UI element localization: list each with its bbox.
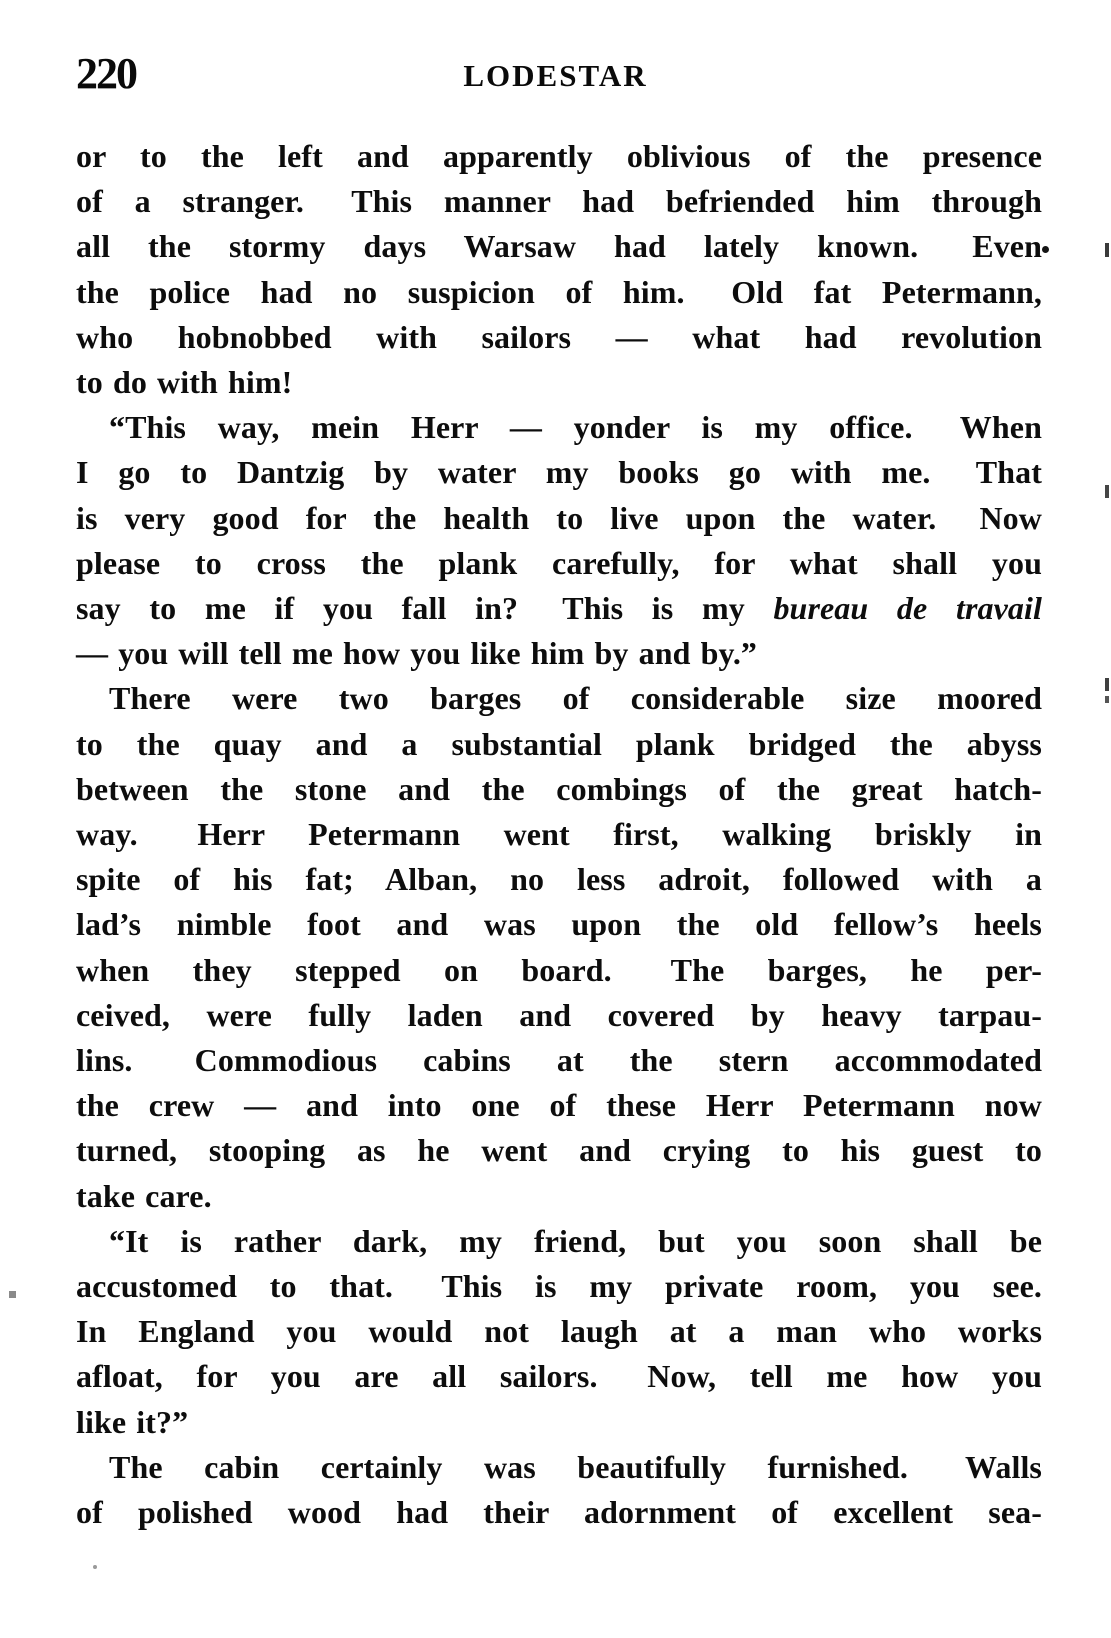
text-line — [76, 405, 1042, 450]
text-line — [76, 902, 1042, 947]
text-line — [76, 179, 1042, 224]
text-run: to do with him! — [76, 364, 293, 401]
text-run: when they stepped on board. The barges, he per- — [76, 951, 1042, 988]
text-run: lins. Commodious cabins at the stern accommodated — [76, 1042, 1042, 1079]
ink-blot — [1042, 246, 1049, 253]
text-run: the police had no suspicion of him. Old fat Petermann, — [76, 273, 1042, 310]
text-line — [76, 1174, 1042, 1219]
scan-edge-mark — [1105, 243, 1109, 257]
text-run: who hobnobbed with sailors — what had revolution — [76, 318, 1042, 355]
text-line — [76, 1354, 1042, 1399]
text-run: The cabin certainly was beautifully furnished. Walls — [109, 1448, 1042, 1485]
text-line — [76, 1400, 1042, 1445]
text-run: In England you would not laugh at a man who works — [76, 1313, 1042, 1350]
text-line — [76, 134, 1042, 179]
running-title: LODESTAR — [463, 58, 648, 93]
text-run: turned, stooping as he went and crying to his guest to — [76, 1132, 1042, 1169]
text-line — [76, 1264, 1042, 1309]
text-run: of a stranger. This manner had befriended him through — [76, 183, 1042, 220]
text-line — [76, 948, 1042, 993]
text-run: all the stormy days Warsaw had lately known. Even — [76, 228, 1042, 265]
text-line — [76, 857, 1042, 902]
text-line — [76, 1445, 1042, 1490]
scan-speck — [93, 1565, 97, 1569]
text-line — [76, 1309, 1042, 1354]
text-line — [76, 767, 1042, 812]
page-body — [76, 134, 1042, 1535]
text-run: There were two barges of considerable size moored — [109, 680, 1042, 717]
text-line — [76, 1128, 1042, 1173]
text-run: — you will tell me how you like him by and by.” — [76, 635, 758, 672]
text-run: afloat, for you are all sailors. Now, tell me how you — [76, 1358, 1042, 1395]
text-run: lad’s nimble foot and was upon the old fellow’s heels — [76, 906, 1042, 943]
text-line — [76, 1219, 1042, 1264]
text-line — [76, 1490, 1042, 1535]
scan-edge-mark — [1105, 696, 1109, 703]
italic-phrase: bureau de travail — [773, 590, 1042, 627]
scan-speck — [9, 1291, 16, 1298]
text-line — [76, 360, 1042, 405]
text-run: take care. — [76, 1177, 212, 1214]
text-line — [76, 993, 1042, 1038]
text-run: is very good for the health to live upon the water. Now — [76, 499, 1042, 536]
page-number: 220 — [76, 49, 136, 98]
text-run: like it?” — [76, 1403, 189, 1440]
text-line — [76, 722, 1042, 767]
text-run: “It is rather dark, my friend, but you soon shall be — [109, 1222, 1042, 1259]
text-line — [76, 315, 1042, 360]
text-line — [76, 450, 1042, 495]
text-line — [76, 270, 1042, 315]
text-line — [76, 496, 1042, 541]
text-line — [76, 586, 1042, 631]
text-line — [76, 676, 1042, 721]
scan-edge-mark — [1105, 678, 1109, 691]
text-line — [76, 541, 1042, 586]
text-run: say to me if you fall in? This is my — [76, 590, 774, 627]
text-run: way. Herr Petermann went first, walking briskly in — [76, 816, 1042, 853]
text-run: between the stone and the combings of the great hatch- — [76, 770, 1042, 807]
text-run: “This way, mein Herr — yonder is my office. When — [109, 409, 1042, 446]
text-line — [76, 1083, 1042, 1128]
text-run: to the quay and a substantial plank bridged the abyss — [76, 725, 1042, 762]
text-run: accustomed to that. This is my private room, you see. — [76, 1268, 1042, 1305]
text-run: spite of his fat; Alban, no less adroit, followed with a — [76, 861, 1042, 898]
text-run: please to cross the plank carefully, for what shall you — [76, 544, 1042, 581]
text-run: or to the left and apparently oblivious of the presence — [76, 138, 1042, 174]
text-line — [76, 224, 1042, 269]
text-run: ceived, were fully laden and covered by heavy tarpau- — [76, 996, 1042, 1033]
text-line — [76, 1038, 1042, 1083]
text-run: the crew — and into one of these Herr Petermann now — [76, 1087, 1042, 1124]
text-line — [76, 631, 1042, 676]
scan-edge-mark — [1105, 485, 1109, 498]
text-run: I go to Dantzig by water my books go with me. That — [76, 454, 1042, 491]
text-run: of polished wood had their adornment of excellent sea- — [76, 1494, 1042, 1531]
text-line — [76, 812, 1042, 857]
